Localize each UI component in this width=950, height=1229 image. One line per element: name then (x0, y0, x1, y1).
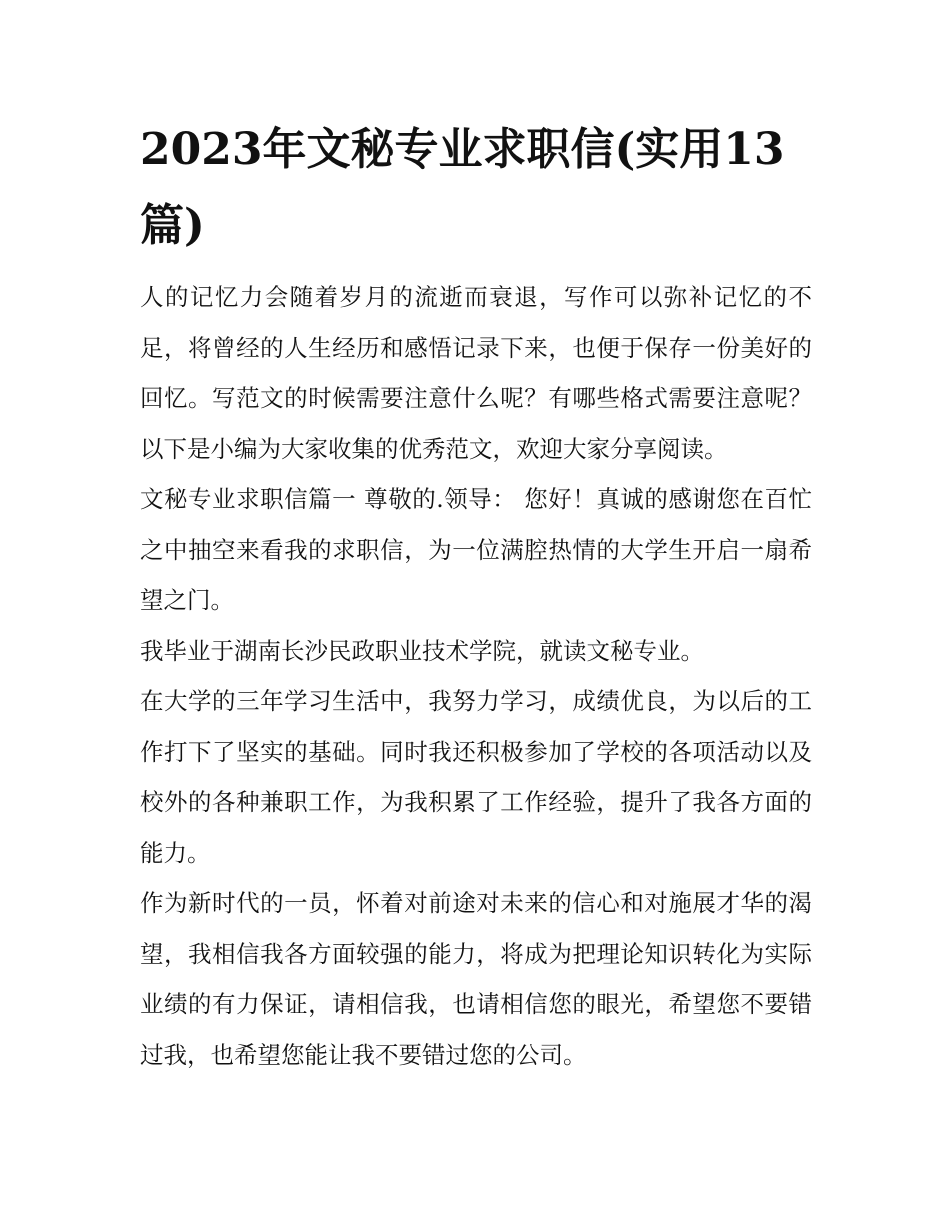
document-page (140, 112, 812, 1080)
paragraph-study: 在大学的三年学习生活中，我努力学习，成绩优良，为以后的工作打下了坚实的基础。同时我还积极参加了学校的各项活动以及校外的各种兼职工作，为我积累了工作经验，提升了我各方面的能力。 (140, 687, 812, 867)
paragraph-closing: 作为新时代的一员，怀着对前途对未来的信心和对施展才华的渴望，我相信我各方面较强的能力，将成为把理论知识转化为实际业绩的有力保证，请相信我，也请相信您的眼光，希望您不要错过我，也希望您能让我不要错过您的公司。 (140, 889, 812, 1069)
paragraph-education: 我毕业于湖南长沙民政职业技术学院，就读文秘专业。 (140, 636, 704, 665)
paragraph-intro: 人的记忆力会随着岁月的流逝而衰退，写作可以弥补记忆的不足，将曾经的人生经历和感悟记录下来，也便于保存一份美好的回忆。写范文的时候需要注意什么呢？有哪些格式需要注意呢？以下是小编为大家收集的优秀范文，欢迎大家分享阅读。 (140, 283, 812, 463)
document-title: 2023年文秘专业求职信(实用13篇) (140, 124, 785, 251)
paragraph-greeting: 文秘专业求职信篇一 尊敬的.领导： 您好！真诚的感谢您在百忙之中抽空来看我的求职信，为一位满腔热情的大学生开启一扇希望之门。 (140, 485, 812, 614)
